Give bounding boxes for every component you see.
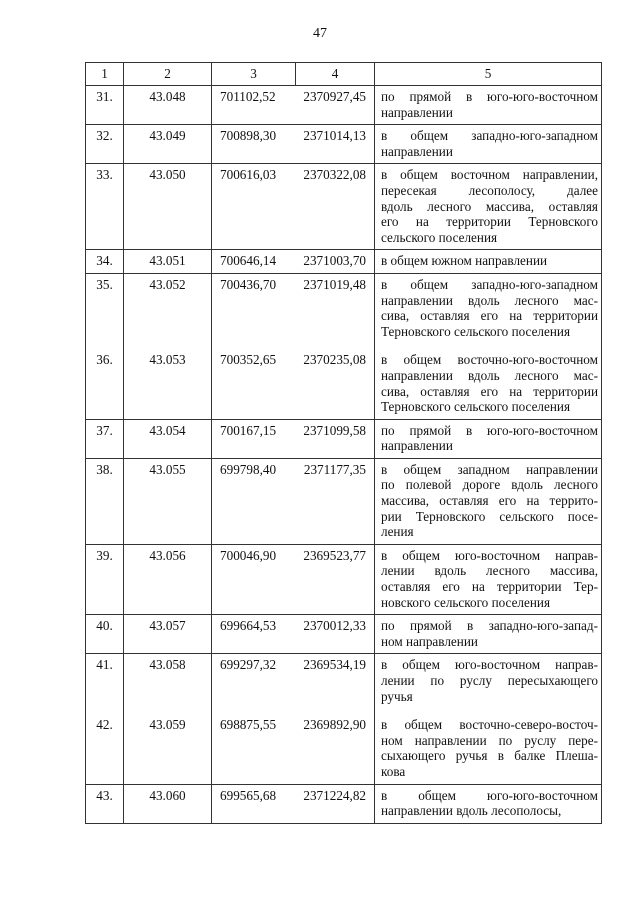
coordinate-x: 700616,03 xyxy=(220,167,277,183)
table-header-row xyxy=(86,63,602,86)
table-body xyxy=(86,86,602,824)
coordinate-x: 700046,90 xyxy=(220,547,277,563)
row-number: 35. xyxy=(96,276,113,292)
description-line: по прямой в юго-юго-восточном xyxy=(381,422,598,438)
description-line: по прямой в юго-юго-восточном xyxy=(381,89,598,104)
description-line: направлении xyxy=(381,104,453,120)
coordinate-y: 2369523,77 xyxy=(303,547,366,563)
description-line: направлении вдоль лесного мас- xyxy=(381,367,598,383)
coordinate-x: 701102,52 xyxy=(220,89,276,104)
point-id-cell xyxy=(124,164,212,250)
row-number: 34. xyxy=(96,253,113,269)
coordinate-y: 2370012,33 xyxy=(303,618,366,634)
table-row xyxy=(86,458,602,544)
description-line: направлении xyxy=(381,438,453,454)
table-row xyxy=(86,250,602,274)
table-row xyxy=(86,86,602,125)
description-line: ном направлении xyxy=(381,633,478,649)
description-line: сива, оставляя его на территории xyxy=(381,308,598,324)
coordinates-cell xyxy=(212,273,375,419)
row-number-cell xyxy=(86,615,124,654)
header-col-3: 3 xyxy=(212,63,296,86)
coordinate-x: 700167,15 xyxy=(220,422,277,438)
description-line: направлении xyxy=(381,143,453,159)
description-line: в общем юго-юго-восточном xyxy=(381,787,598,803)
description-line: Терновского сельского поселения xyxy=(381,323,571,339)
point-id: 43.049 xyxy=(149,128,186,144)
row-number-cell xyxy=(86,164,124,250)
row-number-cell xyxy=(86,419,124,458)
description-cell xyxy=(375,125,602,164)
description-cell xyxy=(375,86,602,125)
coordinate-y: 2370322,08 xyxy=(303,167,366,183)
row-number-cell xyxy=(86,86,124,125)
table-row xyxy=(86,544,602,614)
table-row xyxy=(86,164,602,250)
description-line: сива, оставляя его на территории xyxy=(381,383,598,399)
coordinates-cell xyxy=(212,86,375,125)
row-number-cell xyxy=(86,458,124,544)
point-id: 43.057 xyxy=(149,618,186,634)
coordinate-x: 700352,65 xyxy=(220,352,277,368)
header-col-4: 4 xyxy=(296,63,375,86)
row-number: 37. xyxy=(96,422,113,438)
coordinates-cell xyxy=(212,164,375,250)
table-row xyxy=(86,273,602,419)
description-line: в общем южном направлении xyxy=(381,253,548,269)
description-line: рии Терновского сельского посе- xyxy=(381,508,598,524)
coordinate-y: 2371099,58 xyxy=(303,422,366,438)
header-col-5: 5 xyxy=(375,63,602,86)
description-line: ручья xyxy=(381,688,413,704)
coordinates-cell xyxy=(212,125,375,164)
point-id-cell xyxy=(124,458,212,544)
row-number-cell xyxy=(86,784,124,823)
description-line: по полевой дороге вдоль лесного xyxy=(381,477,598,493)
coordinates-cell xyxy=(212,419,375,458)
coordinate-x: 699297,32 xyxy=(220,657,277,673)
coordinates-cell xyxy=(212,654,375,784)
description-line: в общем восточно-северо-восточ- xyxy=(381,717,598,733)
row-number-cell xyxy=(86,544,124,614)
description-line: ном направлении по руслу пере- xyxy=(381,732,598,748)
coordinates-cell xyxy=(212,458,375,544)
description-cell xyxy=(375,164,602,250)
description-line: пересекая лесополосу, далее xyxy=(381,182,598,198)
row-number: 38. xyxy=(96,461,113,477)
coordinate-x: 700436,70 xyxy=(220,276,277,292)
point-id-cell xyxy=(124,273,212,419)
description-line: его на территории Терновского xyxy=(381,214,598,230)
coordinates-cell xyxy=(212,250,375,274)
coordinate-y: 2371014,13 xyxy=(303,128,366,144)
coordinates-table xyxy=(85,62,602,824)
coordinate-y: 2371224,82 xyxy=(303,787,366,803)
point-id-cell xyxy=(124,125,212,164)
row-number: 33. xyxy=(96,167,113,183)
description-line: ления xyxy=(381,524,414,540)
description-line: в общем западном направлении xyxy=(381,461,598,477)
row-number: 36. xyxy=(96,352,113,368)
header-col-2: 2 xyxy=(124,63,212,86)
row-number-cell xyxy=(86,125,124,164)
description-line: в общем восточном направлении, xyxy=(381,167,598,183)
description-cell xyxy=(375,654,602,784)
point-id: 43.054 xyxy=(149,422,186,438)
row-number: 39. xyxy=(96,547,113,563)
page-number: 47 xyxy=(313,26,327,41)
description-line: массива, оставляя его на террито- xyxy=(381,493,598,509)
point-id: 43.050 xyxy=(149,167,186,183)
coordinate-x: 700898,30 xyxy=(220,128,277,144)
row-number-cell xyxy=(86,273,124,419)
point-id-cell xyxy=(124,784,212,823)
description-cell xyxy=(375,250,602,274)
row-number: 31. xyxy=(96,89,113,104)
description-line: сельского поселения xyxy=(381,229,498,245)
point-id: 43.048 xyxy=(149,89,186,104)
coordinate-x: 698875,55 xyxy=(220,717,277,733)
table-row xyxy=(86,125,602,164)
row-number: 42. xyxy=(96,717,113,733)
description-line: направлении вдоль лесного мас- xyxy=(381,292,598,308)
description-line: сыхающего ручья в балке Плеша- xyxy=(381,748,598,764)
point-id-cell xyxy=(124,86,212,125)
coordinate-y: 2371177,35 xyxy=(303,461,366,477)
description-cell xyxy=(375,544,602,614)
point-id-cell xyxy=(124,654,212,784)
description-line: лении вдоль лесного массива, xyxy=(381,563,598,579)
row-number: 40. xyxy=(96,618,113,634)
header-col-1: 1 xyxy=(86,63,124,86)
coordinate-x: 700646,14 xyxy=(220,253,277,269)
row-number: 43. xyxy=(96,787,113,803)
description-cell xyxy=(375,784,602,823)
description-cell xyxy=(375,458,602,544)
description-line: Терновского сельского поселения xyxy=(381,399,571,415)
coordinate-y: 2370235,08 xyxy=(303,352,366,368)
description-cell xyxy=(375,419,602,458)
point-id: 43.060 xyxy=(149,787,186,803)
coordinates-cell xyxy=(212,784,375,823)
description-cell xyxy=(375,615,602,654)
row-number: 41. xyxy=(96,657,113,673)
point-id: 43.051 xyxy=(149,253,186,269)
description-line: по прямой в западно-юго-запад- xyxy=(381,618,598,634)
coordinate-y: 2369534,19 xyxy=(303,657,366,673)
description-line: в общем западно-юго-западном xyxy=(381,276,598,292)
description-line: оставляя его на территории Тер- xyxy=(381,579,598,595)
description-line: лении по руслу пересыхающего xyxy=(381,673,598,688)
coordinate-y: 2370927,45 xyxy=(303,89,366,104)
description-line: вдоль лесного массива, оставляя xyxy=(381,198,598,214)
table-row xyxy=(86,784,602,823)
coordinate-y: 2371019,48 xyxy=(303,276,366,292)
description-line: в общем юго-восточном направ- xyxy=(381,657,598,673)
description-line: в общем восточно-юго-восточном xyxy=(381,352,598,368)
description-line: в общем юго-восточном направ- xyxy=(381,547,598,563)
point-id: 43.059 xyxy=(149,717,186,733)
coordinates-cell xyxy=(212,544,375,614)
coordinate-y: 2369892,90 xyxy=(303,717,366,733)
coordinate-x: 699664,53 xyxy=(220,618,277,634)
description-line: кова xyxy=(381,763,406,779)
point-id: 43.058 xyxy=(149,657,186,673)
point-id-cell xyxy=(124,250,212,274)
coordinate-x: 699565,68 xyxy=(220,787,277,803)
point-id: 43.055 xyxy=(149,461,186,477)
row-number: 32. xyxy=(96,128,113,144)
description-cell xyxy=(375,273,602,419)
point-id: 43.053 xyxy=(149,352,186,368)
coordinate-y: 2371003,70 xyxy=(303,253,366,269)
description-line: направлении вдоль лесополосы, xyxy=(381,803,562,819)
description-line: новского сельского поселения xyxy=(381,594,551,610)
table-row xyxy=(86,615,602,654)
coordinate-x: 699798,40 xyxy=(220,461,277,477)
row-number-cell xyxy=(86,654,124,784)
table-row xyxy=(86,654,602,784)
coordinates-cell xyxy=(212,615,375,654)
row-number-cell xyxy=(86,250,124,274)
point-id-cell xyxy=(124,544,212,614)
point-id-cell xyxy=(124,615,212,654)
point-id-cell xyxy=(124,419,212,458)
table-row xyxy=(86,419,602,458)
point-id: 43.056 xyxy=(149,547,186,563)
description-line: в общем западно-юго-западном xyxy=(381,128,598,144)
point-id: 43.052 xyxy=(149,276,186,292)
